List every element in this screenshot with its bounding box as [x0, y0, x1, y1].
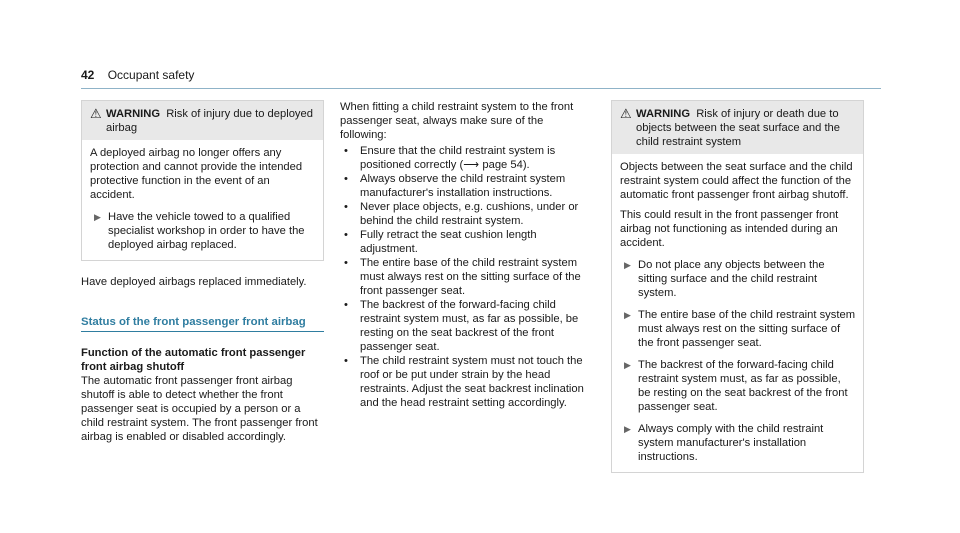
bullet-icon: • — [344, 145, 348, 157]
intro-text: When fitting a child restraint system to the front passenger seat, always make sure of the following: — [340, 101, 574, 141]
warning-header — [82, 101, 323, 140]
page-reference-link[interactable]: ⟶ page 54 — [463, 159, 523, 171]
warning-triangle-icon: ⚠ — [620, 106, 632, 121]
bullet-list — [340, 144, 592, 410]
list-item: • The child restraint system must not touch the roof or be put under strain by the head restraints. Adjust the seat backrest inclination and the head restraint setting accordingly. — [340, 354, 592, 410]
bullet-icon: • — [344, 173, 348, 185]
warning-action: ▶ The backrest of the forward-facing child restraint system must, as far as possible, be resting on the seat backrest of the front passenger seat. — [624, 359, 848, 413]
warning-body — [82, 140, 323, 260]
action-arrow-icon: ▶ — [94, 212, 101, 222]
warning-action: ▶ Do not place any objects between the sitting surface and the child restraint system. — [624, 259, 825, 299]
bullet-icon: • — [344, 257, 348, 269]
column-middle — [340, 100, 592, 410]
list-item: • Always observe the child restraint system manufacturer's installation instructions. — [340, 172, 592, 200]
warning-box-airbag — [81, 100, 324, 261]
xref-arrow-icon: ⟶ — [463, 159, 480, 171]
warning-text: A deployed airbag no longer offers any protection and cannot provide the intended protective function in the event of an accident. — [90, 147, 303, 201]
action-arrow-icon: ▶ — [624, 310, 631, 320]
column-left — [81, 100, 324, 444]
list-item: • Fully retract the seat cushion length adjustment. — [340, 228, 592, 256]
warning-label: WARNING — [636, 108, 691, 120]
chapter-title: Occupant safety — [107, 68, 195, 82]
warning-text: This could result in the front passenger front airbag not functioning as intended during an accident. — [620, 209, 839, 249]
action-arrow-icon: ▶ — [624, 424, 631, 434]
warning-body — [612, 154, 863, 472]
warning-action: ▶ Always comply with the child restraint system manufacturer's installation instructions. — [624, 423, 824, 463]
bullet-icon: • — [344, 201, 348, 213]
warning-label: WARNING — [106, 108, 161, 120]
sub-heading: Function of the automatic front passenger front airbag shutoff — [81, 347, 306, 373]
action-text: Have the vehicle towed to a qualified specialist workshop in order to have the deployed airbag replaced. — [108, 211, 305, 251]
column-right — [611, 100, 864, 473]
body-paragraph: The automatic front passenger front airbag shutoff is able to detect whether the front passenger seat is occupied by a person or a child restraint system. The front passenger front airbag is enabled or disabled accordingly. — [81, 375, 318, 443]
header-rule — [81, 88, 881, 89]
list-item: • Ensure that the child restraint system is positioned correctly (⟶ page 54). — [340, 144, 592, 172]
warning-title: Risk of injury or death due to objects between the seat surface and the child restraint system — [636, 108, 840, 148]
warning-triangle-icon: ⚠ — [90, 106, 102, 121]
list-item: • The backrest of the forward-facing child restraint system must, as far as possible, be resting on the seat backrest of the front passenger seat. — [340, 298, 592, 354]
note-text: Have deployed airbags replaced immediately. — [81, 276, 307, 288]
warning-action: ▶ The entire base of the child restraint system must always rest on the sitting surface of the front passenger seat. — [624, 309, 856, 349]
warning-title: Risk of injury due to deployed airbag — [106, 108, 313, 134]
list-item: • The entire base of the child restraint system must always rest on the sitting surface of the front passenger seat. — [340, 256, 592, 298]
bullet-icon: • — [344, 299, 348, 311]
bullet-icon: • — [344, 355, 348, 367]
warning-box-objects — [611, 100, 864, 473]
warning-action — [90, 210, 315, 252]
warning-text: Objects between the seat surface and the child restraint system could affect the function of the automatic front passenger front airbag shutoff. — [620, 161, 853, 201]
section-title: Status of the front passenger front airbag — [81, 315, 324, 332]
action-arrow-icon: ▶ — [624, 360, 631, 370]
page-header — [81, 68, 194, 82]
page-number: 42 — [81, 68, 95, 82]
list-item: • Never place objects, e.g. cushions, under or behind the child restraint system. — [340, 200, 592, 228]
action-arrow-icon: ▶ — [624, 260, 631, 270]
bullet-icon: • — [344, 229, 348, 241]
warning-header — [612, 101, 863, 154]
